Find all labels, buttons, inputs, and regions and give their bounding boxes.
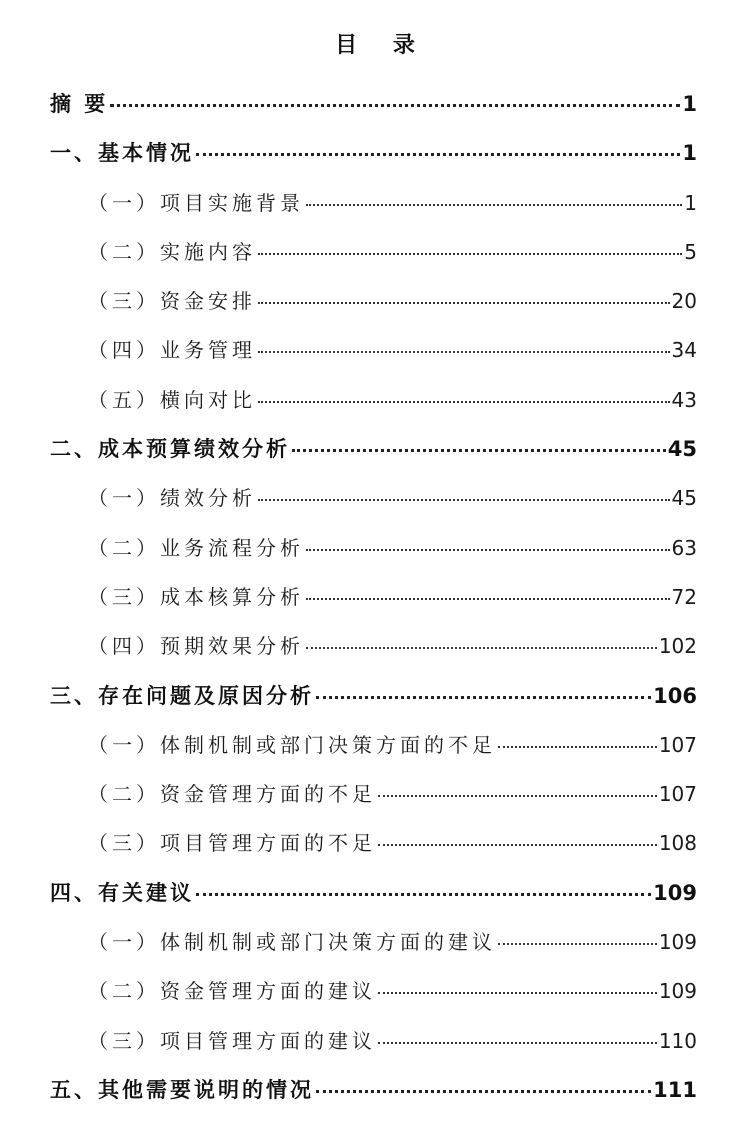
toc-entry-section[interactable] [50,967,697,1016]
toc-entry-label: （一）项目实施背景 [88,190,304,215]
toc-dot-leader [292,449,666,452]
toc-entry-section[interactable] [50,228,697,277]
toc-entry-page-number: 109 [658,979,697,1004]
toc-entry-label: （四）预期效果分析 [88,634,304,659]
toc-entry-page-number: 72 [671,584,697,609]
toc-entry-label: （五）横向对比 [88,387,256,412]
toc-dot-leader [378,844,657,846]
toc-entry-page-number: 43 [671,387,697,412]
toc-entry-label: （一）体制机制或部门决策方面的不足 [88,732,496,757]
toc-entry-section[interactable] [50,819,697,868]
toc-entry-section[interactable] [50,524,697,573]
toc-entry-page-number: 34 [671,338,697,363]
toc-entry-label: 二、成本预算绩效分析 [50,437,290,462]
toc-entry-label: （一）绩效分析 [88,486,256,511]
toc-entry-section[interactable] [50,573,697,622]
toc-entry-label: （三）成本核算分析 [88,584,304,609]
toc-entry-section[interactable] [50,622,697,671]
toc-entry-label: 四、有关建议 [50,880,194,905]
toc-entry-label: 五、其他需要说明的情况 [50,1077,314,1102]
toc-entry-label: 一、基本情况 [50,141,194,166]
toc-list [50,80,697,1115]
toc-entry-label: （三）项目管理方面的建议 [88,1028,376,1053]
toc-entry-page-number: 5 [684,239,697,264]
toc-entry-chapter[interactable] [50,425,697,474]
toc-entry-page-number: 109 [653,880,697,905]
toc-title: 目 录 [335,32,429,58]
toc-dot-leader [378,992,657,994]
toc-dot-leader [498,746,657,748]
toc-dot-leader [258,351,670,353]
toc-entry-page-number: 45 [671,486,697,511]
toc-entry-label: （二）业务流程分析 [88,535,304,560]
toc-entry-section[interactable] [50,277,697,326]
toc-entry-page-number: 20 [671,289,697,314]
toc-entry-section[interactable] [50,918,697,967]
toc-entry-section[interactable] [50,326,697,375]
toc-entry-chapter[interactable] [50,1066,697,1115]
toc-entry-page-number: 1 [682,92,697,116]
toc-entry-page-number: 106 [653,683,697,708]
toc-entry-section[interactable] [50,721,697,770]
toc-entry-section[interactable] [50,474,697,523]
toc-entry-page-number: 109 [658,930,697,955]
toc-dot-leader [378,795,657,797]
toc-entry-page-number: 110 [658,1028,697,1053]
toc-dot-leader [316,1090,651,1093]
toc-entry-page-number: 107 [658,782,697,807]
toc-entry-chapter[interactable] [50,129,697,178]
toc-dot-leader [306,647,657,649]
toc-entry-page-number: 111 [653,1077,697,1102]
toc-entry-page-number: 107 [658,732,697,757]
toc-entry-label: （二）资金管理方面的不足 [88,782,376,807]
toc-entry-page-number: 1 [684,190,697,215]
toc-dot-leader [258,253,682,255]
toc-entry-page-number: 108 [658,831,697,856]
toc-dot-leader [378,1042,657,1044]
toc-dot-leader [258,302,670,304]
toc-entry-label: （二）资金管理方面的建议 [88,979,376,1004]
toc-entry-label: 三、存在问题及原因分析 [50,683,314,708]
toc-entry-label: （二）实施内容 [88,239,256,264]
toc-dot-leader [306,549,670,551]
toc-entry-label: （一）体制机制或部门决策方面的建议 [88,930,496,955]
toc-dot-leader [110,104,680,107]
toc-entry-label: （三）资金安排 [88,289,256,314]
toc-entry-chapter[interactable] [50,80,697,129]
toc-entry-label: （四）业务管理 [88,338,256,363]
toc-entry-page-number: 63 [671,535,697,560]
toc-entry-page-number: 1 [682,141,697,166]
toc-entry-label: 摘 要 [50,92,109,116]
toc-entry-chapter[interactable] [50,672,697,721]
toc-entry-section[interactable] [50,376,697,425]
toc-entry-section[interactable] [50,770,697,819]
toc-entry-chapter[interactable] [50,869,697,918]
toc-dot-leader [196,893,651,896]
toc-dot-leader [316,696,651,699]
toc-dot-leader [258,499,670,501]
toc-dot-leader [196,153,680,156]
toc-dot-leader [498,943,657,945]
toc-entry-page-number: 102 [658,634,697,659]
toc-dot-leader [306,204,682,206]
toc-entry-section[interactable] [50,1017,697,1066]
toc-dot-leader [306,598,670,600]
toc-dot-leader [258,401,670,403]
toc-entry-label: （三）项目管理方面的不足 [88,831,376,856]
toc-entry-page-number: 45 [667,437,697,462]
toc-entry-section[interactable] [50,179,697,228]
